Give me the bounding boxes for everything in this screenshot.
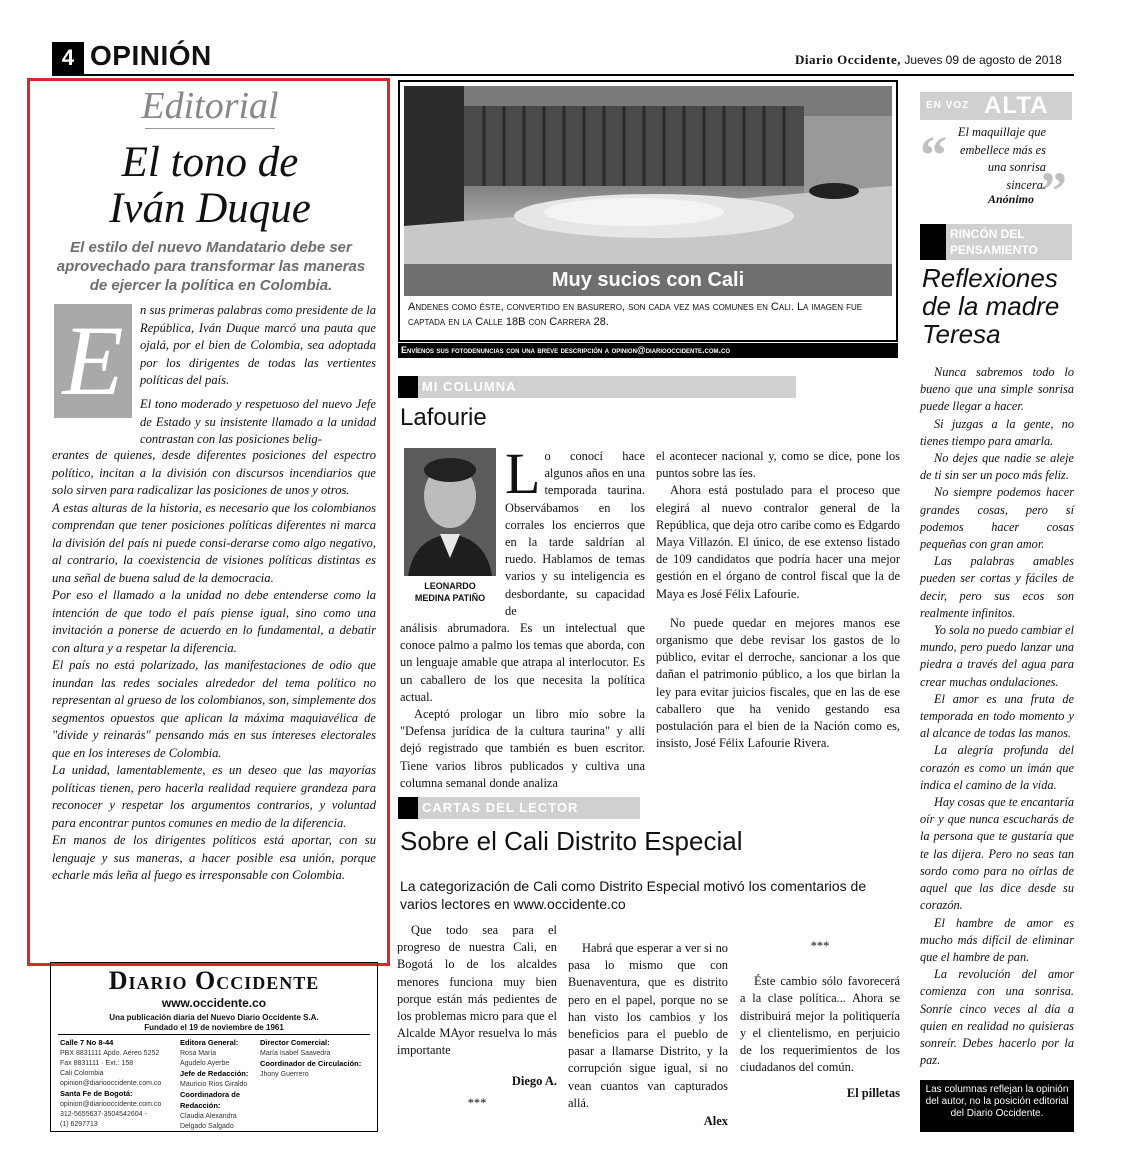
mi-columna-col1-para-b: Aceptó prologar un libro mío sobre la "Defensa jurídica de la cultura taurina" y allí dejó registrado que también es buen escritor. Tiene varios libros publicados y cultiva una columna semanal donde analiza bbox=[400, 707, 645, 790]
en-voz-label: EN VOZ bbox=[926, 100, 970, 111]
reflection-item: El hambre de amor es mucho más difícil de eliminar que el hambre de pan. bbox=[920, 915, 1074, 964]
reflection-item: La alegría profunda del corazón es como un imán que indica el camino de la vida. bbox=[920, 743, 1074, 792]
editorial-body-rest bbox=[52, 447, 376, 885]
mi-columna-col2-para-b: Ahora está postulado para el proceso que elegirá al nuevo contralor general de la República, que deja otro caribe como es Edgardo Maya Villazón. El único, de ese extenso listado de 109 candidatos que podría hacer una mejor gestión en el órgano de control fiscal que la de Maya es José Félix Lafourie. bbox=[656, 483, 900, 601]
mi-columna-col2-para-a: el acontecer nacional y, como se dice, pone los puntos sobre las íes. bbox=[656, 449, 900, 481]
letter-2 bbox=[568, 940, 728, 1129]
letter-1-separator: *** bbox=[467, 1095, 487, 1110]
publisher-rule bbox=[58, 1034, 370, 1035]
publisher-line: Fax 8831111 · Ext.: 158 bbox=[60, 1060, 134, 1067]
publisher-line: Claudia Alexandra bbox=[180, 1113, 237, 1120]
author-first-name: LEONARDO bbox=[424, 581, 476, 591]
reflection-item: No dejes que nadie se aleje de ti sin ser un poco más feliz. bbox=[920, 451, 1074, 483]
editorial-paragraph-2-end: erantes de quienes, desde diferentes posiciones del espectro político, incitan a la división con discursos incendiarios que solo sirven para radicalizar las posiciones de unos y otros. bbox=[52, 448, 376, 497]
quote-open-icon: “ bbox=[920, 125, 947, 185]
section-title: OPINIÓN bbox=[90, 40, 212, 71]
publisher-line: Jhony Guerrero bbox=[260, 1071, 309, 1078]
editorial-paragraph-1: n sus primeras palabras como presidente de la República, Iván Duque marcó una pauta que ojalá, por el bien de Colombia, sea adoptada por los dirigentes de todas las vertientes políticas del país. bbox=[140, 303, 376, 387]
publisher-line: Rosa María bbox=[180, 1050, 217, 1057]
publisher-line: 312-5655637-3504542604 - bbox=[60, 1111, 147, 1118]
editorial-paragraph-6: La unidad, lamentablemente, es un deseo que las mayorías políticas tienen, pero hacerla realidad requiere grandeza para reconocer y respetar los argumentos contrarios, y voluntad para encontrar puntos comunes en medio de la diferencia. bbox=[52, 763, 376, 830]
publisher-line: Santa Fe de Bogotá: bbox=[60, 1089, 133, 1098]
mi-columna-col1-top bbox=[505, 441, 645, 620]
reflection-item: Yo sola no puedo cambiar el mundo, pero puedo lanzar una piedra a través del agua para crear muchas ondulaciones. bbox=[920, 623, 1074, 689]
letter-3-separator: *** bbox=[810, 939, 830, 953]
author-photo bbox=[404, 448, 496, 576]
mi-columna-col1-para-a: análisis abrumadora. Es un intelectual que conoce palmo a palmo los temas que aborda, con un lenguaje amable que atrapa al interlocutor. Es un caballero de los que necesita la política actual. bbox=[400, 621, 645, 704]
reflection-item: Nunca sabremos todo lo bueno que una simple sonrisa puede llegar a hacer. bbox=[920, 365, 1074, 414]
publisher-line: Agudelo Ayerbe bbox=[180, 1060, 230, 1067]
editorial-label: Editorial bbox=[141, 85, 279, 127]
publisher-url[interactable]: www.occidente.co bbox=[161, 996, 267, 1010]
mi-columna-tag-block bbox=[398, 376, 418, 398]
publisher-line: Calle 7 No 8-44 bbox=[60, 1038, 114, 1047]
photo-caption: Andenes como éste, convertido en basurero, son cada vez mas comunes en Cali. La imagen fue captada en la Calle 18B con Carrera 28. bbox=[408, 301, 863, 328]
mi-columna-dropcap: L bbox=[505, 441, 541, 506]
editorial-paragraph-7: En manos de los dirigentes políticos está aportar, con su lenguaje y sus maneras, a hacer posible esa unión, porque echarle más leña al fuego es irresponsable con Colombia. bbox=[52, 833, 376, 882]
mi-columna-col2-para-c: No puede quedar en mejores manos ese organismo que debe revisar los gastos de lo público, evitar el derroche, sancionar a los que dañan el patrimonio público, a los que birlan la ley para evitar juicios fiscales, que en las de ese caballero que ha venido gestando esa postulación para el bien de la Nación como es, insisto, José Félix Lafourie Rivera. bbox=[656, 615, 900, 751]
publisher-line: Mauricio Ríos Giraldo bbox=[180, 1081, 248, 1088]
publisher-line: Jefe de Redacción: bbox=[180, 1069, 249, 1078]
masthead-line bbox=[795, 52, 1062, 68]
page-number: 4 bbox=[52, 42, 84, 74]
author-name bbox=[400, 580, 500, 604]
publisher-line: opinion@diariooccidente.com.co bbox=[60, 1101, 162, 1108]
letter-2-signature: Alex bbox=[703, 1114, 728, 1129]
editorial-deck: El estilo del nuevo Mandatario debe ser aprovechado para transformar las maneras de ejercer la política en Colombia. bbox=[56, 239, 366, 294]
mi-columna-col1-bottom bbox=[400, 620, 645, 792]
editorial-headline-line1: El tono de bbox=[121, 139, 299, 186]
publisher-line: Coordinador de Circulación: bbox=[260, 1059, 362, 1068]
paper-name: Diario Occidente, bbox=[795, 52, 901, 67]
publisher-founded: Fundado el 19 de noviembre de 1961 bbox=[144, 1023, 284, 1032]
editorial-headline bbox=[40, 140, 380, 232]
reflection-item: La revolución del amor comienza con una sonrisa. Sonríe cinco veces al día a quien en realidad no quisieras sonreír. Debes hacerlo por la paz. bbox=[920, 967, 1074, 1068]
issue-date: Jueves 09 de agosto de 2018 bbox=[904, 53, 1062, 67]
publisher-line: Redacción: bbox=[180, 1101, 221, 1110]
editorial-paragraph-3: A estas alturas de la historia, es necesario que los colombianos comprendan que tener posiciones políticas diferentes ni marca la división del país ni puede consi-derarse como algo negativo, al contrario, la coexistencia de visiones políticas distintas es una señal de buena salud de la democracia. bbox=[52, 500, 376, 585]
rincon-title: Reflexiones de la madre Teresa bbox=[922, 263, 1060, 349]
mi-columna-col2 bbox=[656, 448, 900, 752]
editorial-headline-line2: Iván Duque bbox=[109, 185, 311, 232]
letter-1 bbox=[397, 922, 557, 1112]
letter-3 bbox=[740, 938, 900, 1101]
reflection-item: No siempre podemos hacer grandes cosas, pero sí podemos hacer cosas pequeñas con gran amor. bbox=[920, 485, 1074, 552]
publisher-line: Editora General: bbox=[180, 1038, 239, 1047]
rincon-block bbox=[920, 224, 946, 260]
letter-3-signature: El pilletas bbox=[846, 1086, 900, 1101]
publisher-line: opinion@diariooccidente.com.co bbox=[60, 1080, 162, 1087]
mi-columna-tag: MI COLUMNA bbox=[418, 376, 796, 398]
alta-label: ALTA bbox=[984, 92, 1049, 119]
letter-2-text: Habrá que esperar a ver si no pasa lo mismo que con Buenaventura, que es distrito pero en el papel, porque no se han visto los cambios y los beneficios para el pueblo de pasar a llamarse Distrito, y la corrupción sigue igual, si no vean cuantos van capturados allá. bbox=[568, 941, 728, 1110]
fotodenuncia-banner: Envíenos sus fotodenuncias con una breve descripción a opinion@diariooccidente.com.co bbox=[398, 343, 898, 358]
editorial-paragraph-2-start: El tono moderado y respetuoso del nuevo Jefe de Estado y su insistente llamado a la unidad contrastan con las posiciones belig- bbox=[140, 397, 376, 446]
publisher-line: Delgado Salgado bbox=[180, 1123, 234, 1130]
editorial-paragraph-5: El país no está polarizado, las manifestaciones de odio que inundan las redes sociales alrededor del tema político no representan al grueso de los colombianos, son, simplemente dos segmentos opuestos que aplican la máxima maquiavélica de "divide y reinarás" pensando más en sus intereses electorales que en los intereses de Colombia. bbox=[52, 658, 376, 760]
header-rule bbox=[52, 74, 1074, 76]
publisher-tagline: Una publicación diaria del Nuevo Diario Occidente S.A. bbox=[109, 1013, 319, 1022]
quote-close-icon: ” bbox=[1040, 161, 1067, 221]
letter-1-text: Que todo sea para el progreso de nuestra Cali, en Bogotá lo de los alcaldes menores funciona muy bien porque están más pedientes de los problemas micro para que el Alcalde MAyor resuelva lo más importante bbox=[397, 923, 557, 1058]
publisher-staff-column bbox=[180, 1038, 260, 1132]
publisher-contact-column bbox=[60, 1038, 180, 1130]
editorial-dropcap: E bbox=[54, 304, 132, 418]
publisher-line: María Isabel Saavedra bbox=[260, 1050, 331, 1057]
reflection-item: El amor es una fruta de temporada en todo momento y al alcance de todas las manos. bbox=[920, 691, 1074, 741]
reflection-item: Las palabras amables pueden ser cortas y fáciles de decir, pero sus ecos son realmente infinitos. bbox=[920, 554, 1074, 620]
editorial-label-rule bbox=[145, 128, 275, 129]
publisher-commercial-column bbox=[260, 1038, 376, 1080]
mi-columna-col1-text: o conocí hace algunos años en una temporada taurina. Observábamos en los corrales los encierros que en la tarde saldrían al ruedo. Hablamos de temas varios y su inteligencia es desbordante, su capacidad de bbox=[505, 449, 645, 618]
editorial-paragraph-4: Por eso el llamado a la unidad no debe entenderse como la intención de que todo el país piense igual, sino como una invitación a ponerse de acuerdo en lo fundamental, a debatir con altura y a respetar la diferencia. bbox=[52, 588, 376, 655]
publisher-line: Coordinadora de bbox=[180, 1090, 241, 1099]
cartas-tag-block bbox=[398, 797, 418, 819]
cartas-deck: La categorización de Cali como Distrito Especial motivó los comentarios de varios lectores en www.occidente.co bbox=[400, 878, 867, 912]
publisher-name: Diario Occidente bbox=[108, 966, 320, 995]
author-last-name: MEDINA PATIÑO bbox=[414, 593, 486, 603]
author-portrait bbox=[404, 448, 496, 576]
mi-columna-title: Lafourie bbox=[400, 404, 487, 431]
publisher-line: Director Comercial: bbox=[260, 1038, 330, 1047]
cartas-title: Sobre el Cali Distrito Especial bbox=[400, 826, 743, 856]
letter-3-text: Éste cambio sólo favorecerá a la clase política... Ahora se distribuirá mejor la politiquería y el clientelismo, en perjuicio de los requerimientos de los ciudadanos del común. bbox=[740, 974, 900, 1075]
quote-author: Anónimo bbox=[987, 192, 1034, 206]
cartas-tag: CARTAS DEL LECTOR bbox=[418, 797, 640, 819]
publisher-line: PBX 8831111 Apdo. Aéreo 5252 bbox=[60, 1050, 160, 1057]
opinion-disclaimer: Las columnas reflejan la opinión del autor, no la posición editorial del Diario Occidente. bbox=[920, 1080, 1074, 1132]
letter-1-signature: Diego A. bbox=[511, 1073, 557, 1088]
reflection-item: Hay cosas que te encantaría oír y que nunca escucharás de la persona que te gustaría que te las dijera. Pero no seas tan sordo como para no oírlas de aquel que las dice desde su corazón. bbox=[920, 795, 1075, 913]
reflection-item: Si juzgas a la gente, no tienes tiempo para amarla. bbox=[920, 416, 1074, 448]
teresa-reflections bbox=[920, 364, 1074, 1069]
publisher-line: Cali Colombia bbox=[60, 1070, 104, 1077]
rincon-label: RINCÓN DEL PENSAMIENTO bbox=[950, 227, 1038, 257]
publisher-line: (1) 6297713 bbox=[60, 1121, 98, 1128]
photo-headline-banner: Muy sucios con Cali bbox=[404, 264, 892, 296]
quote-text: El maquillaje que embellece más es una sonrisa sincera. bbox=[957, 125, 1046, 192]
